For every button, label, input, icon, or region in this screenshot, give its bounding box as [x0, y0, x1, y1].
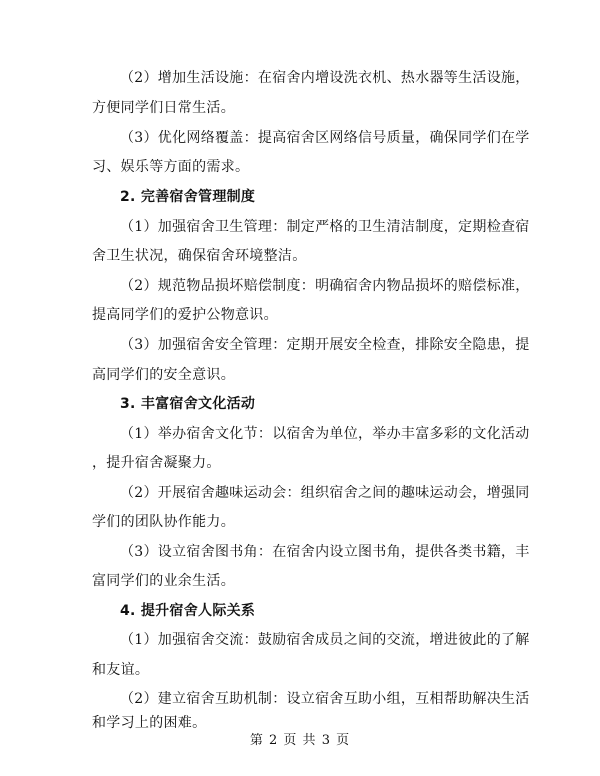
paragraph-line: （2）规范物品损坏赔偿制度：明确宿舍内物品损坏的赔偿标准，: [120, 278, 530, 294]
paragraph-line: （1）加强宿舍卫生管理：制定严格的卫生清洁制度，定期检查宿: [120, 219, 530, 235]
paragraph-line: ，提升宿舍凝聚力。: [92, 455, 221, 471]
paragraph-line: （2）建立宿舍互助机制：设立宿舍互助小组，互相帮助解决生活: [120, 691, 530, 707]
paragraph-line: 和学习上的困难。: [92, 715, 207, 731]
paragraph-line: 学们的团队协作能力。: [92, 514, 235, 530]
paragraph-line: 富同学们的业余生活。: [92, 573, 235, 589]
paragraph-line: 方便同学们日常生活。: [92, 100, 235, 116]
paragraph-line: （1）举办宿舍文化节：以宿舍为单位，举办丰富多彩的文化活动: [120, 426, 530, 442]
paragraph-line: 舍卫生状况，确保宿舍环境整洁。: [92, 248, 307, 264]
section-heading: 4. 提升宿舍人际关系: [120, 603, 256, 619]
paragraph-line: （3）加强宿舍安全管理：定期开展安全检查，排除安全隐患，提: [120, 337, 530, 353]
paragraph-line: （3）优化网络覆盖：提高宿舍区网络信号质量，确保同学们在学: [120, 130, 530, 146]
section-heading: 2. 完善宿舍管理制度: [120, 189, 256, 205]
paragraph-line: （3）设立宿舍图书角：在宿舍内设立图书角，提供各类书籍，丰: [120, 544, 530, 560]
page-footer: 第 2 页 共 3 页: [249, 733, 351, 748]
section-heading: 3. 丰富宿舍文化活动: [120, 396, 256, 412]
paragraph-line: 提高同学们的爱护公物意识。: [92, 307, 278, 323]
paragraph-line: （2）增加生活设施：在宿舍内增设洗衣机、热水器等生活设施，: [120, 70, 530, 86]
paragraph-line: 高同学们的安全意识。: [92, 367, 235, 383]
paragraph-line: （1）加强宿舍交流：鼓励宿舍成员之间的交流，增进彼此的了解: [120, 632, 530, 648]
paragraph-line: （2）开展宿舍趣味运动会：组织宿舍之间的趣味运动会，增强同: [120, 485, 530, 501]
paragraph-line: 和友谊。: [92, 662, 150, 678]
paragraph-line: 习、娱乐等方面的需求。: [92, 159, 250, 175]
